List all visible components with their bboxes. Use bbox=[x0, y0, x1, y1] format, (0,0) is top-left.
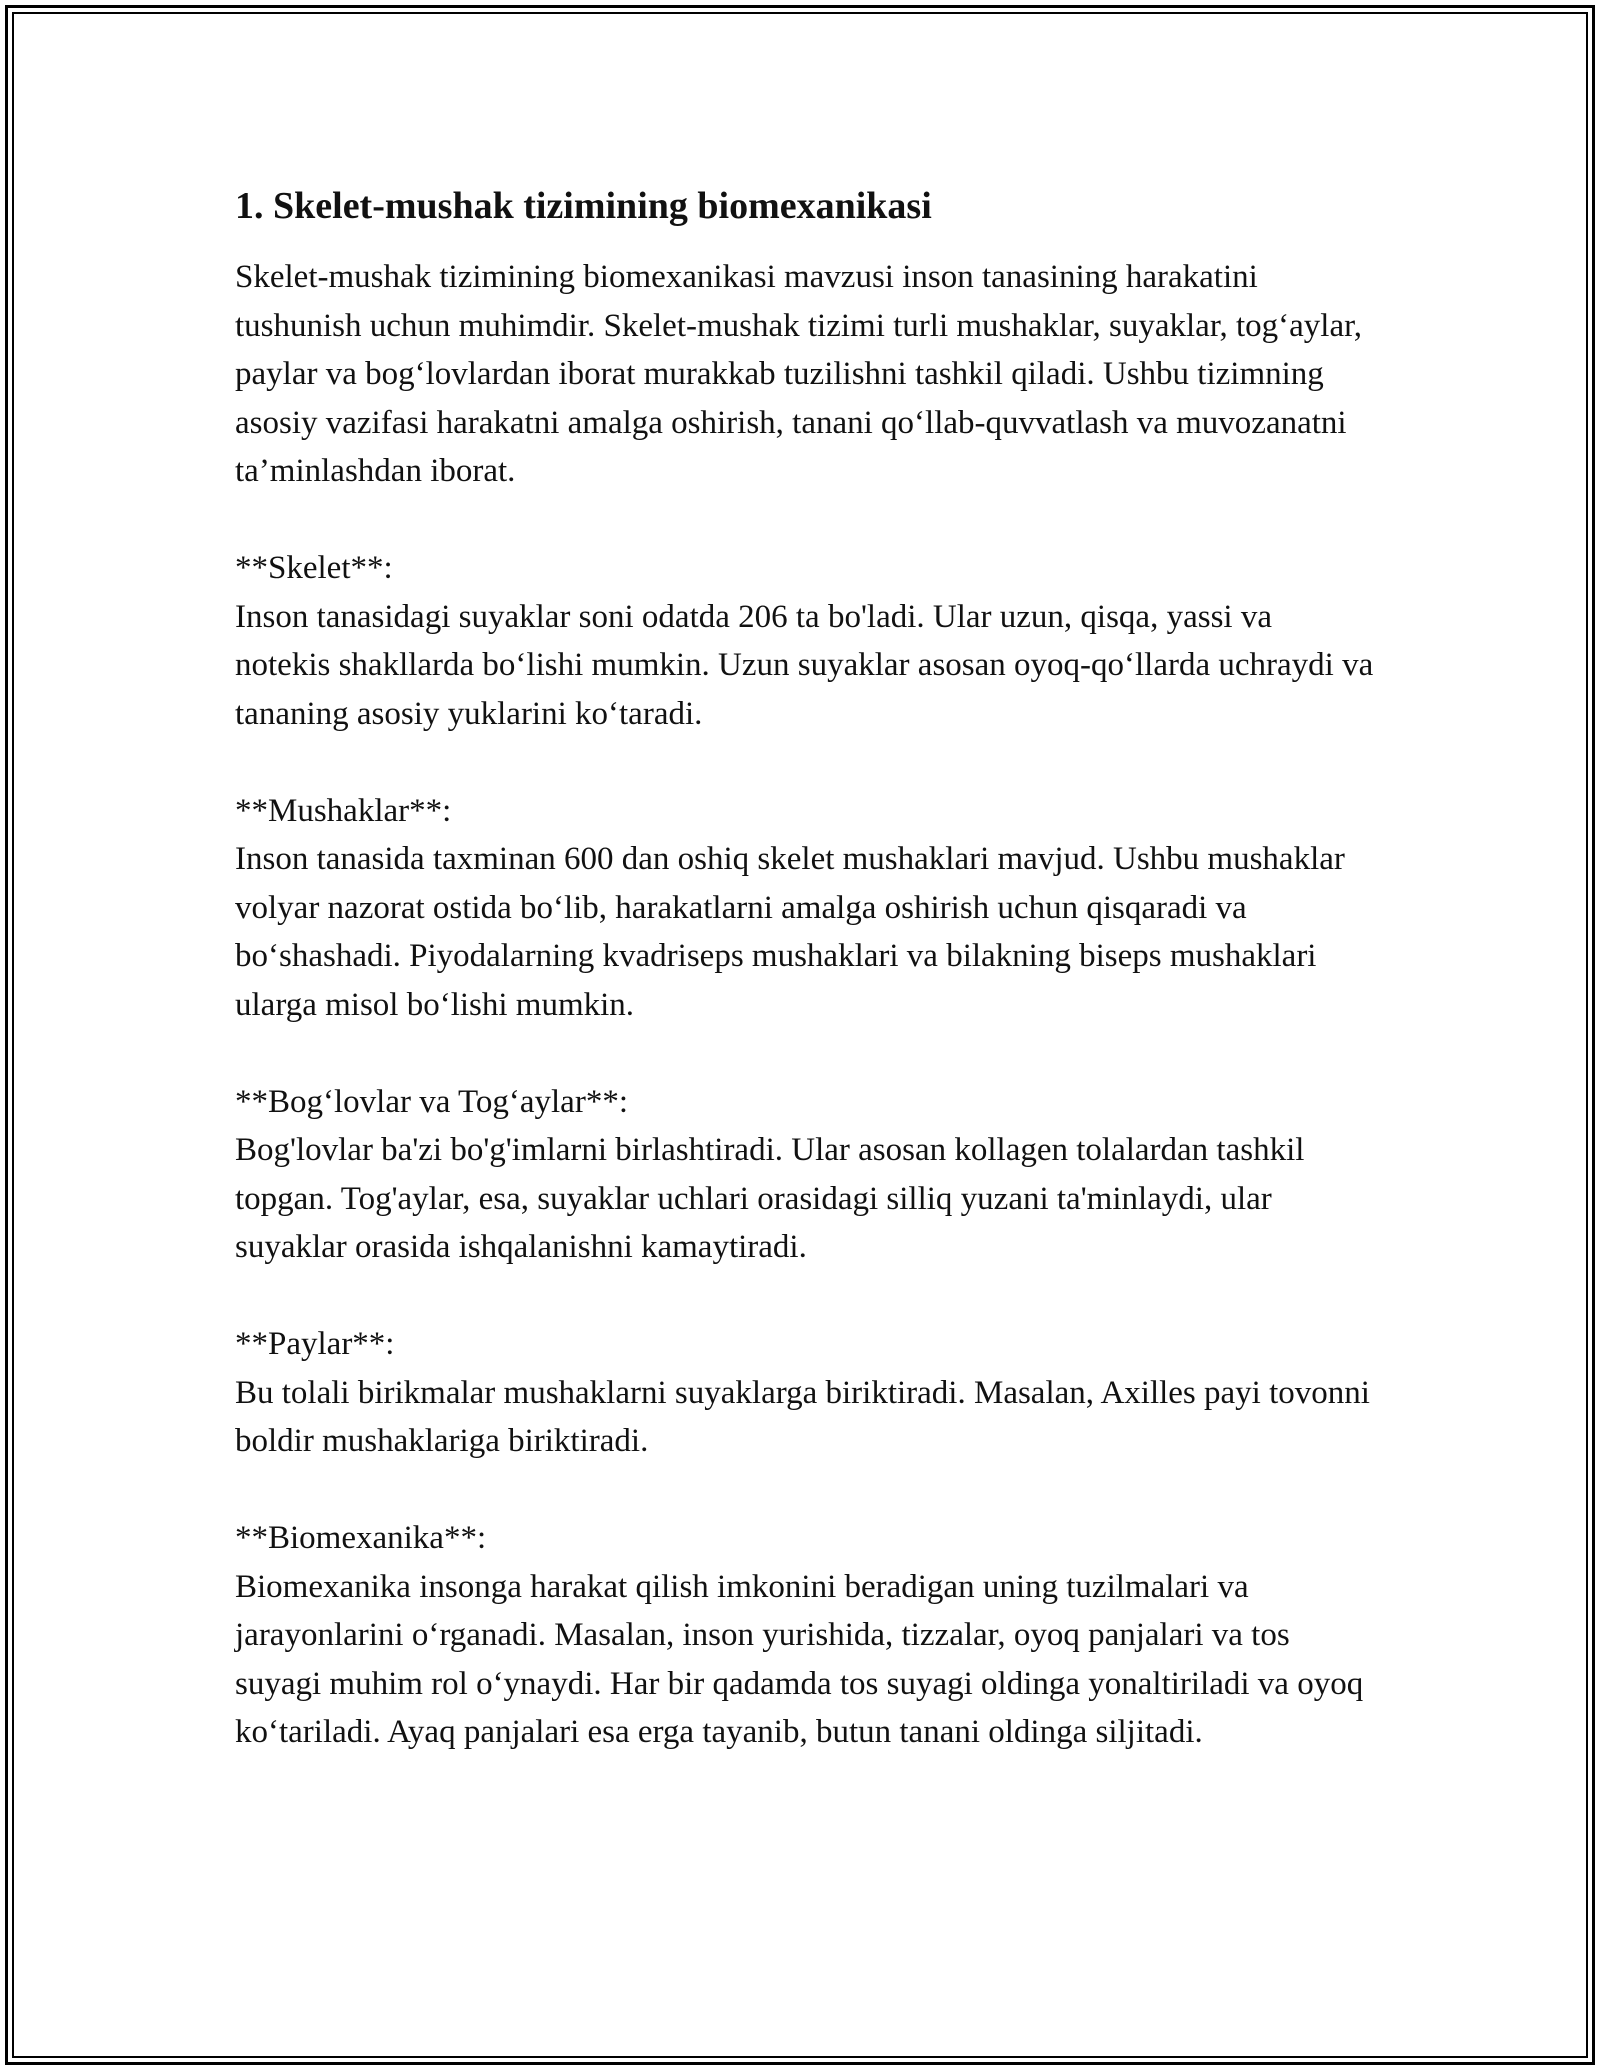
section-heading: **Paylar**: bbox=[235, 1326, 395, 1362]
section-heading: **Bog‘lovlar va Tog‘aylar**: bbox=[235, 1083, 628, 1120]
section-heading: **Biomexanika**: bbox=[235, 1520, 487, 1556]
section-heading: **Mushaklar**: bbox=[235, 792, 452, 829]
section-text: Inson tanasida taxminan 600 dan oshiq skelet mushaklari mavjud. Ushbu mushaklar volyar nazorat ostida bo‘lib, harakatlarni amalga oshirish uchun qisqaradi va bo‘shashadi. Piyodalarning kvadriseps mushaklari va bilakning biseps mushaklari ularga misol bo‘lishi mumkin. bbox=[235, 841, 1345, 1023]
document-body bbox=[235, 183, 1375, 1757]
section-text: Inson tanasidagi suyaklar soni odatda 206 ta bo'ladi. Ular uzun, qisqa, yassi va notekis shakllarda bo‘lishi mumkin. Uzun suyaklar asosan oyoq-qo‘llarda uchraydi va tananing asosiy yuklarini ko‘taradi. bbox=[235, 598, 1374, 732]
intro-paragraph: Skelet-mushak tizimining biomexanikasi mavzusi inson tanasining harakatini tushunish uchun muhimdir. Skelet-mushak tizimi turli mushaklar, suyaklar, tog‘aylar, paylar va bog‘lovlardan iborat murakkab tuzilishni tashkil qiladi. Ushbu tizimning asosiy vazifasi harakatni amalga oshirish, tanani qo‘llab-quvvatlash va muvozanatni ta’minlashdan iborat. bbox=[235, 259, 1363, 489]
section-mushaklar bbox=[235, 787, 1375, 1030]
section-skelet bbox=[235, 544, 1375, 738]
section-paylar bbox=[235, 1320, 1375, 1466]
section-text: Biomexanika insonga harakat qilish imkonini beradigan uning tuzilmalari va jarayonlarini o‘rganadi. Masalan, inson yurishida, tizzalar, oyoq panjalari va tos suyagi muhim rol o‘ynaydi. Har bir qadamda tos suyagi oldinga yonaltiriladi va oyoq ko‘tariladi. Ayaq panjalari esa erga tayanib, butun tanani oldinga siljitadi. bbox=[235, 1568, 1364, 1750]
section-biomexanika bbox=[235, 1514, 1375, 1757]
section-text: Bog'lovlar ba'zi bo'g'imlarni birlashtiradi. Ular asosan kollagen tolalardan tashkil topgan. Tog'aylar, esa, suyaklar uchlari orasidagi silliq yuzani ta'minlaydi, ular suyaklar orasida ishqalanishni kamaytiradi. bbox=[235, 1132, 1305, 1265]
section-boglovlar bbox=[235, 1078, 1375, 1272]
section-text: Bu tolali birikmalar mushaklarni suyaklarga biriktiradi. Masalan, Axilles payi tovonni boldir mushaklariga biriktiradi. bbox=[235, 1374, 1370, 1459]
section-heading: **Skelet**: bbox=[235, 550, 393, 586]
document-title: 1. Skelet-mushak tizimining biomexanikasi bbox=[235, 185, 932, 227]
